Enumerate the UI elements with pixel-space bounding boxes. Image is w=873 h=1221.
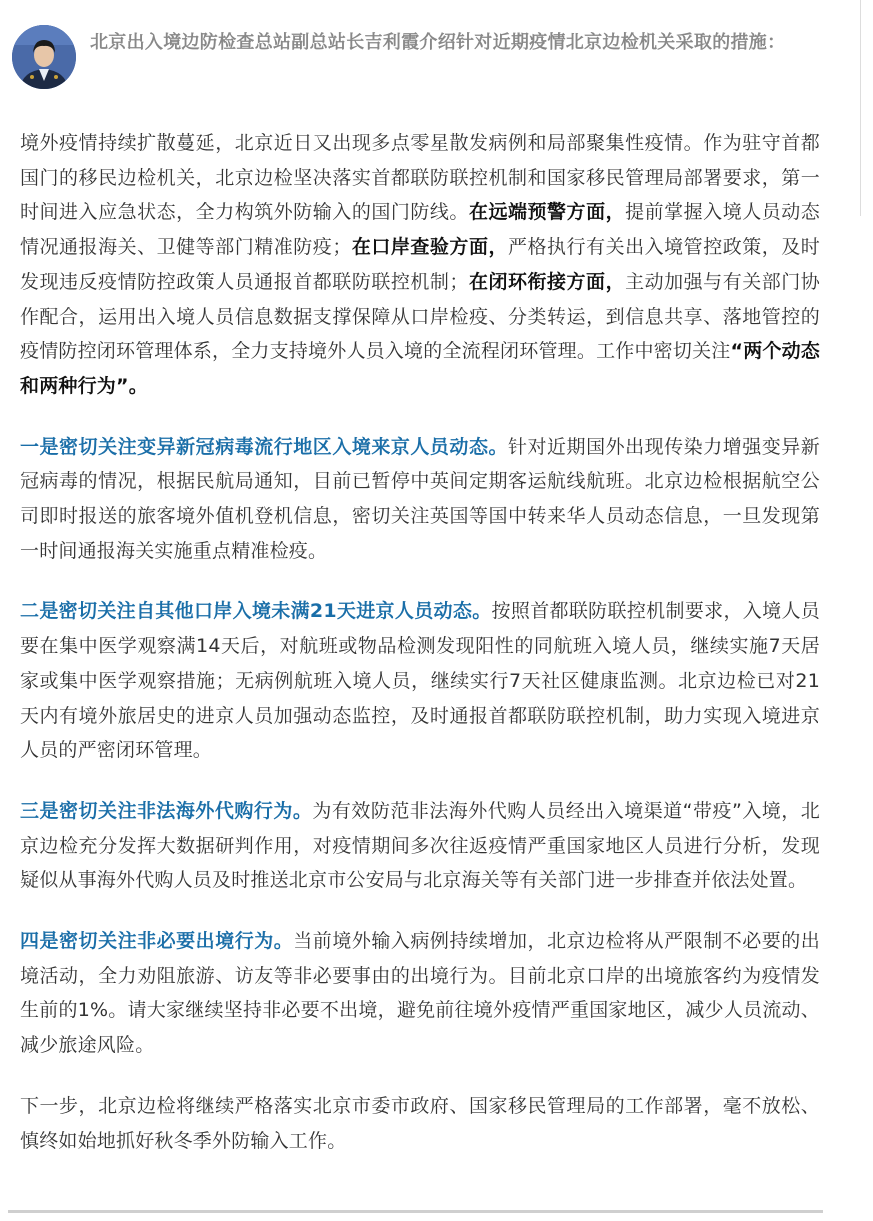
intro-bold-remote: 在远端预警方面， [468, 201, 626, 224]
paragraph-intro [20, 126, 820, 404]
point-4-text: 当前境外输入病例持续增加，北京边检将从严限制不必要的出境活动，全力劝阻旅游、访友等非必要事由的出境行为。目前北京口岸的出境旅客约为疫情发生前的1%。请大家继续坚持非必要不出境，避免前往境外疫情严重国家地区，减少人员流动、减少旅途风险。 [20, 930, 820, 1057]
article-body [20, 126, 820, 1184]
bottom-divider [8, 1210, 823, 1213]
point-1-text: 针对近期国外出现传染力增强变异新冠病毒的情况，根据民航局通知，目前已暂停中英间定期客运航线航班。北京边检根据航空公司即时报送的旅客境外值机登机信息，密切关注英国等国中转来华人员动态信息，一旦发现第一时间通报海关实施重点精准检疫。 [20, 435, 820, 562]
point-3-text: 为有效防范非法海外代购人员经出入境渠道“带疫”入境，北京边检充分发挥大数据研判作用，对疫情期间多次往返疫情严重国家地区人员进行分析，发现疑似从事海外代购人员及时推送北京市公安局与北京海关等有关部门进一步排查并依法处置。 [20, 799, 820, 892]
paragraph-point-3 [20, 794, 820, 898]
point-1-heading: 一是密切关注变异新冠病毒流行地区入境来京人员动态。 [20, 435, 508, 458]
paragraph-next-step [20, 1089, 820, 1158]
intro-bold-focus: “两个动态和两种行为”。 [20, 340, 820, 397]
intro-bold-closed-loop: 在闭环衔接方面， [468, 270, 626, 293]
paragraph-point-1 [20, 430, 820, 569]
point-3-heading: 三是密切关注非法海外代购行为。 [20, 799, 313, 822]
paragraph-point-2 [20, 594, 820, 768]
intro-text-d: 严格执行有关出入境管控政策，及时发现违反疫情防控政策人员通报首都联防联控机制； [20, 236, 820, 293]
header-title: 北京出入境边防检查总站副总站长吉利霞介绍针对近期疫情北京边检机关采取的措施： [90, 32, 786, 53]
scroll-divider [860, 0, 861, 216]
intro-bold-port: 在口岸查验方面， [351, 236, 508, 259]
intro-text-c: 提前掌握入境人员动态情况通报海关、卫健等部门精准防疫； [20, 201, 820, 259]
official-portrait-icon [12, 25, 76, 89]
point-2-text: 按照首都联防联控机制要求，入境人员要在集中医学观察满14天后，对航班或物品检测发现阳性的同航班入境人员，继续实施7天居家或集中医学观察措施；无病例航班入境人员，继续实行7天社区健康监测。北京边检已对21天内有境外旅居史的进京人员加强动态监控，及时通报首都联防联控机制，助力实现入境进京人员的严密闭环管理。 [20, 600, 820, 762]
paragraph-point-4 [20, 924, 820, 1063]
intro-text-e: 主动加强与有关部门协作配合，运用出入境人员信息数据支撑保障从口岸检疫、分类转运，到信息共享、落地管控的疫情防控闭环管理体系，全力支持境外人员入境的全流程闭环管理。工作中密切关注 [20, 270, 820, 363]
next-step-text: 下一步，北京边检将继续严格落实北京市委市政府、国家移民管理局的工作部署，毫不放松、慎终如始地抓好秋冬季外防输入工作。 [20, 1094, 820, 1152]
intro-text-a: 境外疫情持续扩散蔓延，北京近日又出现多点零星散发病例和局部聚集性疫情。作为驻守首都国门的移民边检机关，北京边检坚决落实首都联防联控机制和国家移民管理局部署要求，第一时间进入应急状态，全力构筑外防输入的国门防线。 [20, 132, 820, 224]
point-4-heading: 四是密切关注非必要出境行为。 [20, 930, 294, 953]
article-header [0, 0, 873, 110]
point-2-heading: 二是密切关注自其他口岸入境未满21天进京人员动态。 [20, 600, 492, 623]
